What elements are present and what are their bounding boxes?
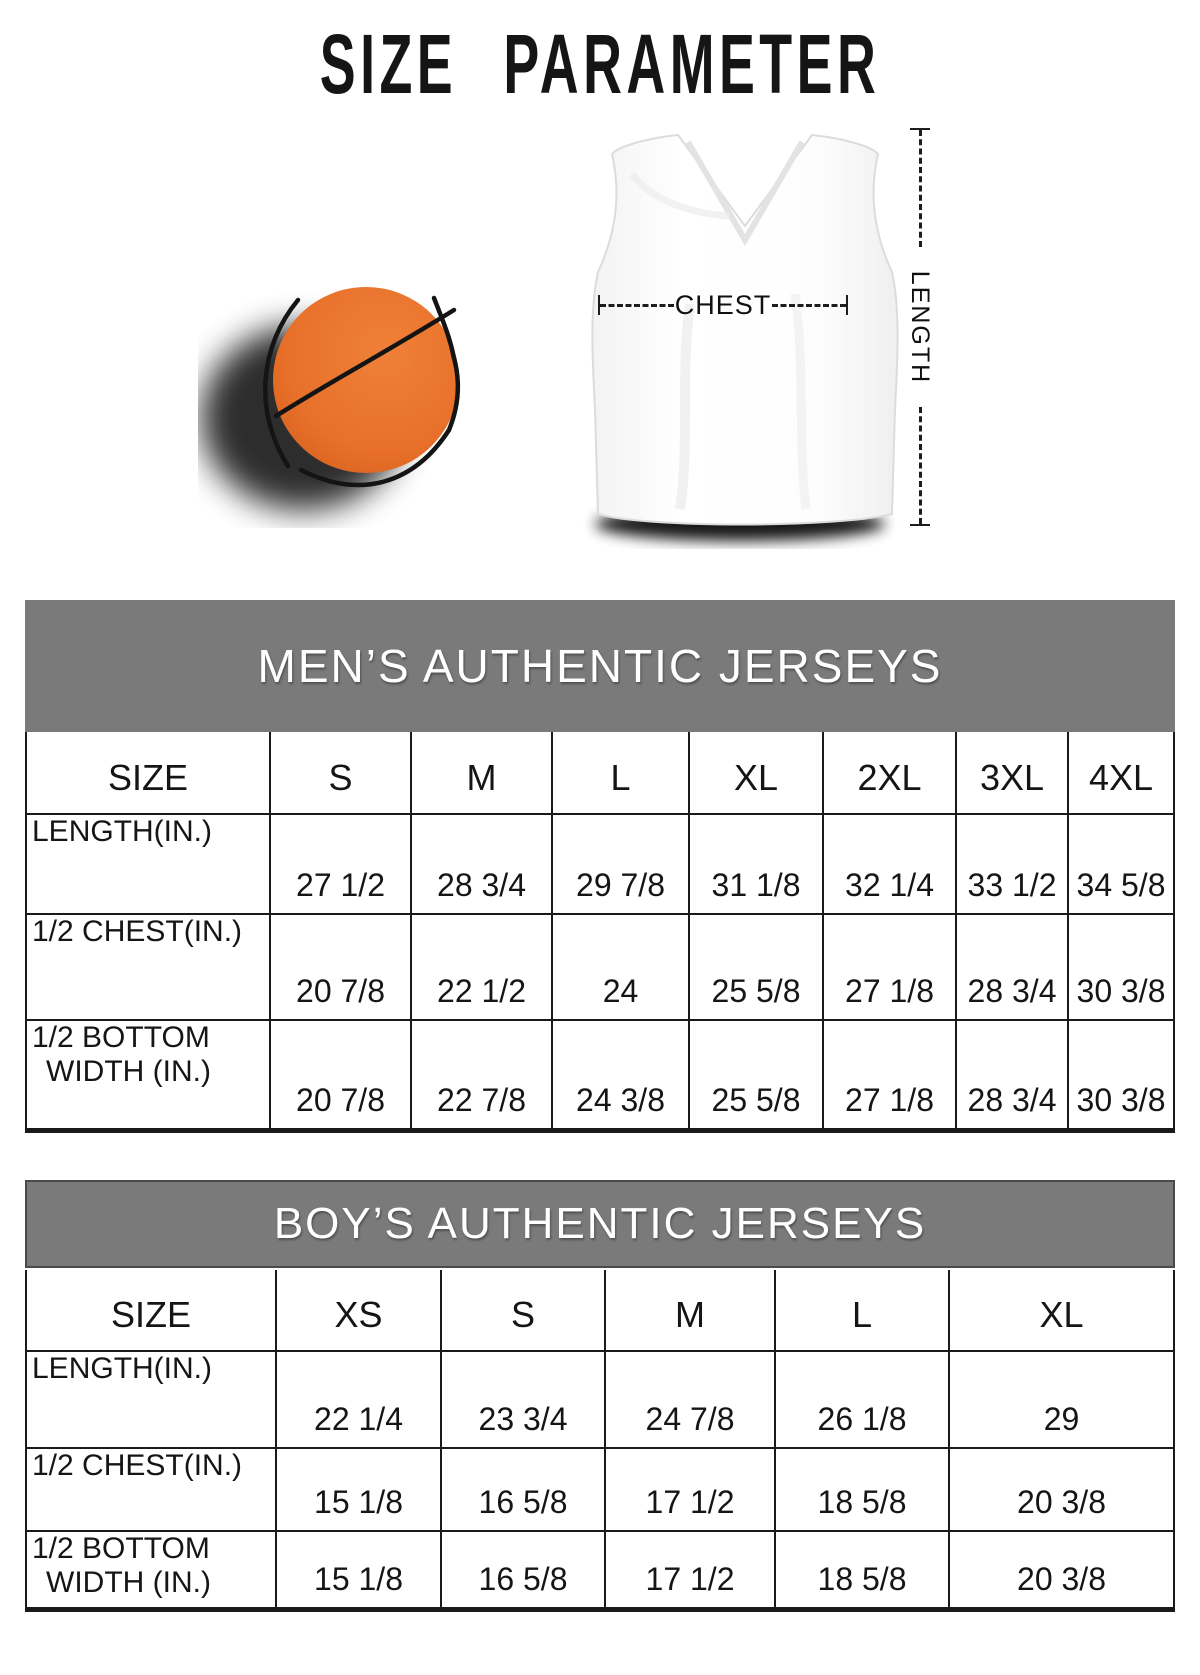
row-label: LENGTH(IN.) — [27, 813, 269, 913]
size-value-cell: 22 7/8 — [410, 1019, 551, 1128]
basketball-icon — [198, 258, 498, 528]
size-value-cell: 29 — [948, 1350, 1173, 1447]
size-column-header: M — [410, 732, 551, 813]
size-value-cell: 32 1/4 — [822, 813, 955, 913]
size-value-cell: 24 7/8 — [604, 1350, 774, 1447]
size-value-cell: 27 1/8 — [822, 1019, 955, 1128]
size-value-cell: 22 1/2 — [410, 913, 551, 1019]
row-label: LENGTH(IN.) — [27, 1350, 275, 1447]
size-value-cell: 20 3/8 — [948, 1530, 1173, 1607]
size-value-cell: 33 1/2 — [955, 813, 1067, 913]
size-column-header: S — [440, 1270, 604, 1350]
size-value-cell: 30 3/8 — [1067, 913, 1173, 1019]
size-value-cell: 20 3/8 — [948, 1447, 1173, 1530]
row-label: 1/2 CHEST(IN.) — [27, 1447, 275, 1530]
size-row-header: SIZE — [110, 1294, 191, 1335]
size-value-cell: 26 1/8 — [774, 1350, 948, 1447]
size-value-cell: 22 1/4 — [275, 1350, 440, 1447]
size-value-cell: 18 5/8 — [774, 1447, 948, 1530]
size-value-cell: 27 1/8 — [822, 913, 955, 1019]
chest-measure-line — [598, 289, 848, 320]
dashed-line — [919, 407, 922, 524]
size-value-cell: 20 7/8 — [269, 1019, 410, 1128]
length-measure-line — [900, 128, 940, 526]
size-value-cell: 28 3/4 — [955, 913, 1067, 1019]
size-column-header: 3XL — [955, 732, 1067, 813]
size-column-header: 4XL — [1067, 732, 1173, 813]
size-value-cell: 23 3/4 — [440, 1350, 604, 1447]
size-value-cell: 31 1/8 — [688, 813, 822, 913]
size-value-cell: 20 7/8 — [269, 913, 410, 1019]
size-value-cell: 16 5/8 — [440, 1447, 604, 1530]
size-column-header: L — [774, 1270, 948, 1350]
size-value-cell: 15 1/8 — [275, 1530, 440, 1607]
size-value-cell: 28 3/4 — [410, 813, 551, 913]
mens-table-banner — [25, 600, 1175, 732]
size-column-header: M — [604, 1270, 774, 1350]
measure-tick — [910, 524, 930, 526]
size-value-cell: 17 1/2 — [604, 1530, 774, 1607]
length-label: LENGTH — [906, 270, 935, 384]
length-label-wrap — [863, 247, 976, 407]
size-value-cell: 30 3/8 — [1067, 1019, 1173, 1128]
row-label: 1/2 CHEST(IN.) — [27, 913, 269, 1019]
size-column-header: XS — [275, 1270, 440, 1350]
size-column-header: 2XL — [822, 732, 955, 813]
size-column-header: S — [269, 732, 410, 813]
size-value-cell: 25 5/8 — [688, 1019, 822, 1128]
size-row-header: SIZE — [107, 757, 188, 798]
size-column-header: L — [551, 732, 688, 813]
size-value-cell: 34 5/8 — [1067, 813, 1173, 913]
dashed-line — [772, 304, 846, 307]
row-label: 1/2 BOTTOM WIDTH (IN.) — [27, 1019, 269, 1128]
dashed-line — [600, 304, 674, 307]
size-value-cell: 29 7/8 — [551, 813, 688, 913]
size-value-cell: 27 1/2 — [269, 813, 410, 913]
measure-tick — [846, 295, 848, 315]
mens-size-table — [25, 732, 1175, 1133]
size-value-cell: 28 3/4 — [955, 1019, 1067, 1128]
size-column-header: XL — [948, 1270, 1173, 1350]
boys-banner-title: BOY’S AUTHENTIC JERSEYS — [273, 1199, 927, 1248]
size-value-cell: 15 1/8 — [275, 1447, 440, 1530]
size-value-cell: 25 5/8 — [688, 913, 822, 1019]
mens-banner-title: MEN’S AUTHENTIC JERSEYS — [257, 640, 943, 692]
size-value-cell: 17 1/2 — [604, 1447, 774, 1530]
page-title: SIZE PARAMETER — [319, 17, 881, 111]
size-column-header: XL — [688, 732, 822, 813]
dashed-line — [919, 130, 922, 247]
boys-table-banner — [25, 1180, 1175, 1268]
boys-size-table — [25, 1270, 1175, 1612]
size-value-cell: 16 5/8 — [440, 1530, 604, 1607]
size-value-cell: 24 3/8 — [551, 1019, 688, 1128]
chest-label: CHEST — [674, 289, 772, 320]
size-value-cell: 24 — [551, 913, 688, 1019]
size-value-cell: 18 5/8 — [774, 1530, 948, 1607]
row-label: 1/2 BOTTOM WIDTH (IN.) — [27, 1530, 275, 1607]
